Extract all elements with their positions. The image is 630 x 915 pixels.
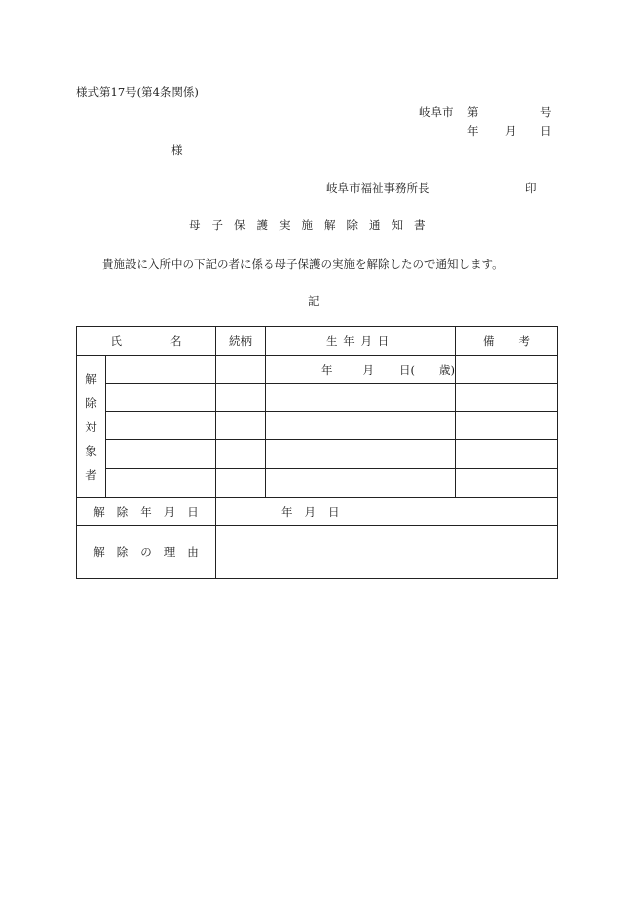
remarks-cell bbox=[456, 384, 558, 412]
cancel-date-value: 年 月 日 bbox=[216, 498, 558, 526]
table-row bbox=[77, 412, 558, 440]
remarks-cell bbox=[456, 356, 558, 384]
relation-cell bbox=[216, 440, 266, 469]
cancel-reason-label: 解 除 の 理 由 bbox=[77, 526, 216, 579]
cancel-date-label: 解 除 年 月 日 bbox=[77, 498, 216, 526]
document-title: 母子保護実施解除通知書 bbox=[189, 218, 437, 232]
cancel-reason-value bbox=[216, 526, 558, 579]
body-text: 貴施設に入所中の下記の者に係る母子保護の実施を解除したので通知します。 bbox=[102, 257, 504, 271]
addressee-suffix: 様 bbox=[171, 143, 183, 157]
cancel-date-row bbox=[77, 498, 558, 526]
remarks-cell bbox=[456, 412, 558, 440]
side-label-target: 解 除 対 象 者 bbox=[77, 356, 106, 498]
header-name: 氏 名 bbox=[77, 327, 216, 356]
header-go: 号 bbox=[540, 105, 552, 119]
name-cell bbox=[106, 440, 216, 469]
relation-cell bbox=[216, 412, 266, 440]
name-cell bbox=[106, 469, 216, 498]
birthdate-cell bbox=[266, 469, 456, 498]
date-day: 日 bbox=[540, 124, 552, 138]
target-persons-table bbox=[76, 326, 558, 579]
header-remarks: 備 考 bbox=[456, 327, 558, 356]
name-cell bbox=[106, 356, 216, 384]
ki-heading: 記 bbox=[308, 294, 320, 308]
date-month: 月 bbox=[505, 124, 517, 138]
birthdate-cell: 年 月 日( 歳) bbox=[266, 356, 456, 384]
header-relation: 続柄 bbox=[216, 327, 266, 356]
relation-cell bbox=[216, 384, 266, 412]
birthdate-cell bbox=[266, 384, 456, 412]
seal-mark: 印 bbox=[525, 181, 537, 195]
table-header-row bbox=[77, 327, 558, 356]
relation-cell bbox=[216, 356, 266, 384]
cancel-reason-row bbox=[77, 526, 558, 579]
birthdate-cell bbox=[266, 440, 456, 469]
form-number-label: 様式第17号(第4条関係) bbox=[76, 85, 199, 99]
remarks-cell bbox=[456, 440, 558, 469]
remarks-cell bbox=[456, 469, 558, 498]
birthdate-cell bbox=[266, 412, 456, 440]
relation-cell bbox=[216, 469, 266, 498]
sender-name: 岐阜市福祉事務所長 bbox=[326, 181, 430, 195]
header-city: 岐阜市 bbox=[419, 105, 454, 119]
name-cell bbox=[106, 384, 216, 412]
header-dai: 第 bbox=[467, 105, 479, 119]
table-row bbox=[77, 440, 558, 469]
header-birthdate: 生年月日 bbox=[266, 327, 456, 356]
date-year: 年 bbox=[467, 124, 479, 138]
table-row bbox=[77, 469, 558, 498]
table-row bbox=[77, 356, 558, 384]
table-row bbox=[77, 384, 558, 412]
name-cell bbox=[106, 412, 216, 440]
